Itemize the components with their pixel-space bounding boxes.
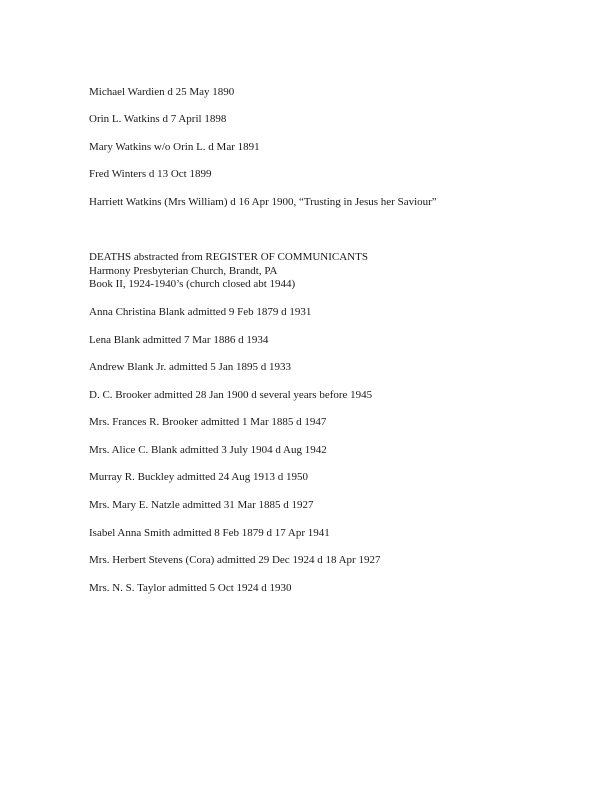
death-entry: Fred Winters d 13 Oct 1899 [89,168,212,180]
death-entry: Michael Wardien d 25 May 1890 [89,86,235,98]
register-entry: Mrs. Mary E. Natzle admitted 31 Mar 1885 d 1927 [89,499,314,511]
register-entry: Mrs. N. S. Taylor admitted 5 Oct 1924 d 1930 [89,582,292,594]
death-entry: Orin L. Watkins d 7 April 1898 [89,113,227,125]
register-entry: D. C. Brooker admitted 28 Jan 1900 d several years before 1945 [89,389,373,401]
death-entry: Mary Watkins w/o Orin L. d Mar 1891 [89,141,260,153]
death-entry: Harriett Watkins (Mrs William) d 16 Apr 1900, “Trusting in Jesus her Saviour” [89,196,437,208]
register-entry: Mrs. Herbert Stevens (Cora) admitted 29 Dec 1924 d 18 Apr 1927 [89,554,381,566]
register-entry: Lena Blank admitted 7 Mar 1886 d 1934 [89,334,269,346]
register-entry: Mrs. Alice C. Blank admitted 3 July 1904 d Aug 1942 [89,444,327,456]
section-heading-book: Book II, 1924-1940’s (church closed abt 1944) [89,278,296,290]
section-heading: DEATHS abstracted from REGISTER OF COMMUNICANTS [89,251,368,263]
register-entry: Isabel Anna Smith admitted 8 Feb 1879 d 17 Apr 1941 [89,527,330,539]
register-entry: Andrew Blank Jr. admitted 5 Jan 1895 d 1933 [89,361,291,373]
register-entry: Mrs. Frances R. Brooker admitted 1 Mar 1885 d 1947 [89,416,327,428]
register-entry: Anna Christina Blank admitted 9 Feb 1879 d 1931 [89,306,312,318]
register-entry: Murray R. Buckley admitted 24 Aug 1913 d 1950 [89,471,309,483]
section-heading-church: Harmony Presbyterian Church, Brandt, PA [89,265,278,277]
